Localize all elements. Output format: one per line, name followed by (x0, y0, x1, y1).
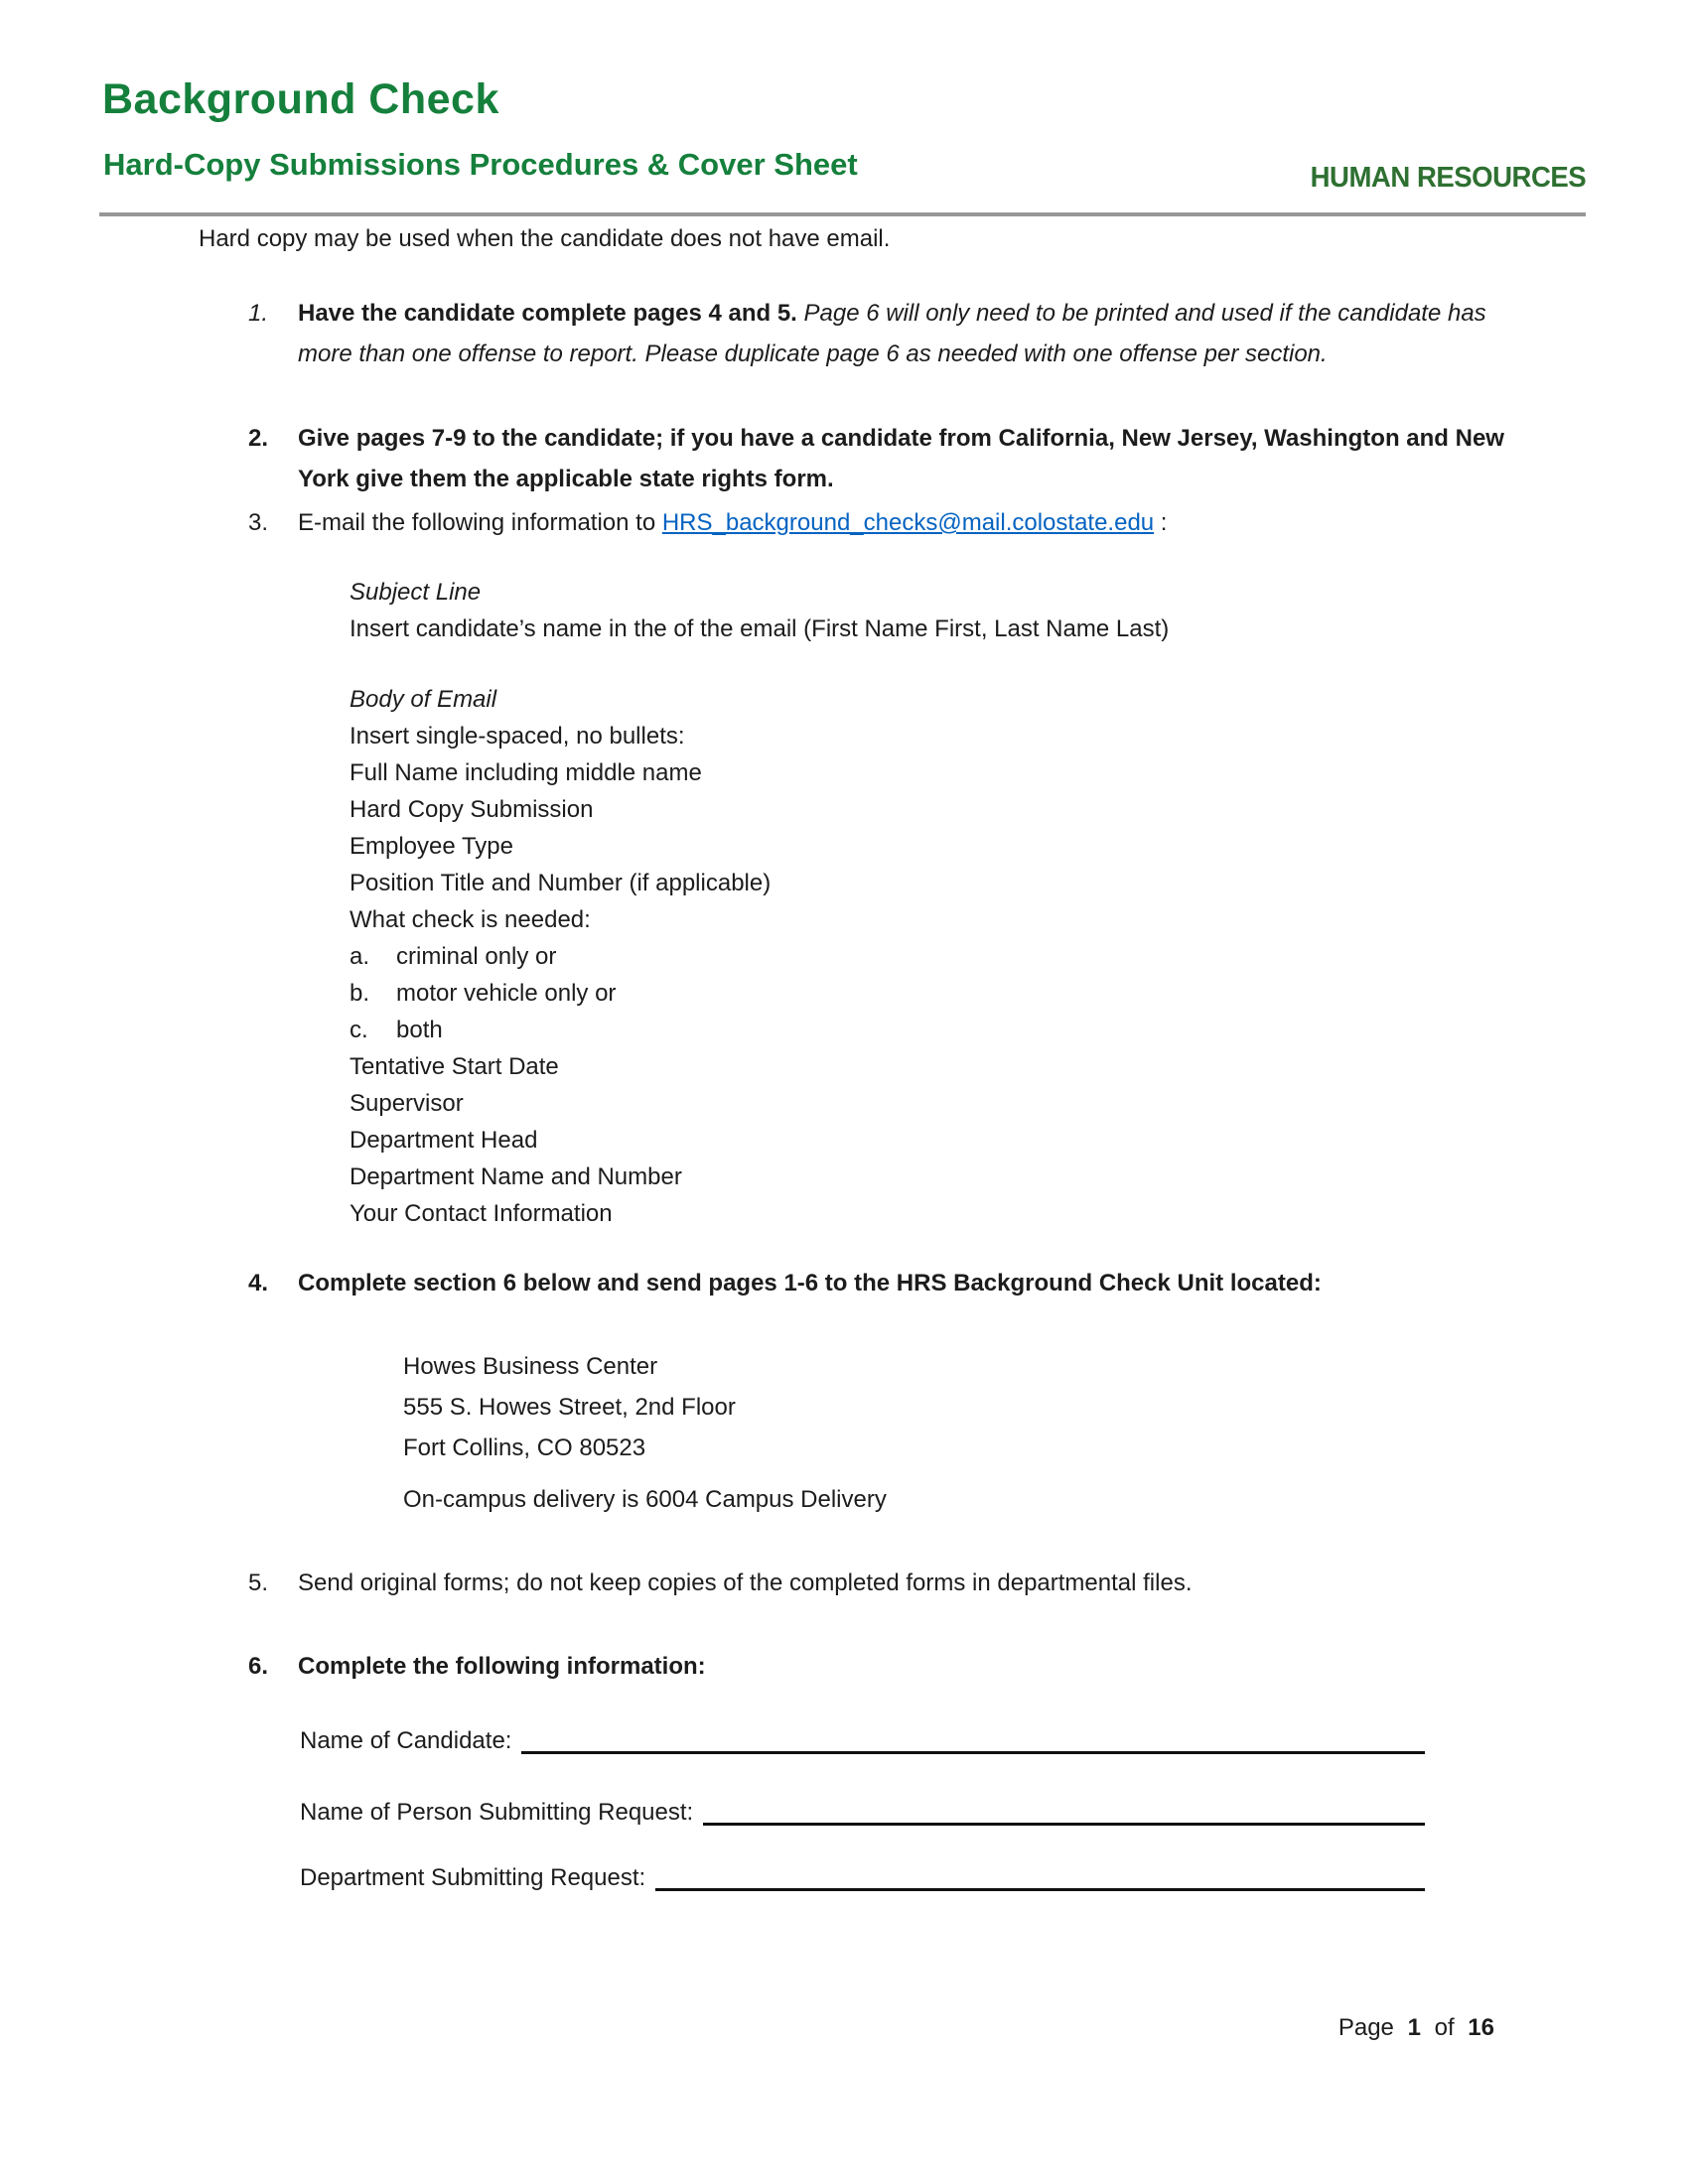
page-footer (1338, 2011, 1494, 2045)
check-option-c-text: both (396, 1017, 443, 1043)
human-resources-wordmark: HUMAN RESOURCES (1310, 162, 1586, 194)
candidate-name-label: Name of Candidate: (300, 1727, 512, 1754)
page-subtitle: Hard-Copy Submissions Procedures & Cover Sheet (103, 147, 858, 182)
step-1-italic: Page 6 will only need to be printed and used if the candidate has more than one offense to report. Please duplicate page 6 as needed with one offense per section. (298, 300, 1486, 367)
check-option-c (350, 1012, 771, 1048)
campus-delivery-note: On-campus delivery is 6004 Campus Delivery (403, 1486, 887, 1513)
footer-of-label: of (1434, 2014, 1455, 2041)
body-more-item: Your Contact Information (350, 1200, 613, 1227)
step-1-number: 1. (248, 300, 269, 327)
department-label: Department Submitting Request: (300, 1864, 646, 1891)
form-row-department (300, 1861, 1425, 1895)
candidate-name-blank-line (521, 1751, 1425, 1754)
check-option-b-letter: b. (350, 980, 370, 1007)
footer-page-number: 1 (1407, 2014, 1421, 2041)
step-4 (248, 1263, 1519, 1303)
step-5 (248, 1563, 1519, 1603)
subject-line-block (350, 574, 1169, 647)
step-2-text: Give pages 7-9 to the candidate; if you have a candidate from California, New Jersey, Washington and New York give them the applicable state rights form. (298, 425, 1504, 492)
body-heading: Body of Email (350, 686, 497, 713)
footer-page-label: Page (1337, 2014, 1394, 2041)
step-3-number: 3. (248, 509, 269, 536)
step-4-number: 4. (248, 1270, 269, 1297)
check-option-c-letter: c. (350, 1017, 368, 1043)
body-item: Employee Type (350, 833, 513, 860)
body-more-item: Supervisor (350, 1090, 464, 1117)
body-more-item: Department Name and Number (350, 1163, 682, 1190)
page-title: Background Check (102, 75, 499, 123)
body-intro: Insert single-spaced, no bullets: (350, 723, 685, 750)
subject-heading: Subject Line (350, 579, 482, 606)
department-blank-line (655, 1888, 1425, 1891)
step-3-text (298, 502, 1519, 543)
check-option-a-text: criminal only or (396, 943, 557, 970)
step-3-post: : (1154, 509, 1168, 536)
submitter-name-label: Name of Person Submitting Request: (300, 1799, 694, 1826)
step-1-text (298, 293, 1519, 374)
form-row-candidate (300, 1724, 1425, 1758)
step-5-number: 5. (248, 1570, 269, 1596)
body-item: What check is needed: (350, 906, 591, 933)
step-5-text: Send original forms; do not keep copies of the completed forms in departmental files. (298, 1570, 1193, 1596)
step-6-text: Complete the following information: (298, 1653, 706, 1680)
subject-text: Insert candidate’s name in the of the email (First Name First, Last Name Last) (350, 615, 1170, 642)
body-more-item: Tentative Start Date (350, 1053, 559, 1080)
check-option-b-text: motor vehicle only or (396, 980, 617, 1007)
check-option-b (350, 975, 771, 1012)
submitter-name-blank-line (703, 1823, 1425, 1826)
body-item: Full Name including middle name (350, 759, 702, 786)
body-item: Position Title and Number (if applicable) (350, 870, 772, 896)
step-2-number: 2. (248, 425, 269, 452)
intro-text: Hard copy may be used when the candidate does not have email. (199, 225, 891, 252)
step-6 (248, 1646, 1519, 1687)
footer-page-total: 16 (1468, 2014, 1494, 2041)
address-line: 555 S. Howes Street, 2nd Floor (403, 1394, 736, 1421)
email-link[interactable]: HRS_background_checks@mail.colostate.edu (661, 509, 1155, 536)
step-4-text: Complete section 6 below and send pages 1-6 to the HRS Background Check Unit located: (298, 1270, 1322, 1297)
address-line: Howes Business Center (403, 1353, 658, 1380)
step-6-number: 6. (248, 1653, 269, 1680)
check-option-a (350, 938, 771, 975)
address-line: Fort Collins, CO 80523 (403, 1434, 646, 1461)
step-1 (248, 293, 1519, 374)
form-row-submitter (300, 1796, 1425, 1830)
step-3 (248, 502, 1519, 543)
step-1-bold: Have the candidate complete pages 4 and 5. (298, 300, 797, 327)
check-option-a-letter: a. (350, 943, 370, 970)
body-item: Hard Copy Submission (350, 796, 594, 823)
step-2 (248, 418, 1519, 499)
body-of-email-block (350, 681, 771, 1232)
address-block (403, 1346, 887, 1520)
step-3-pre: E-mail the following information to (298, 509, 662, 536)
header-rule (99, 212, 1586, 216)
body-more-item: Department Head (350, 1127, 538, 1154)
